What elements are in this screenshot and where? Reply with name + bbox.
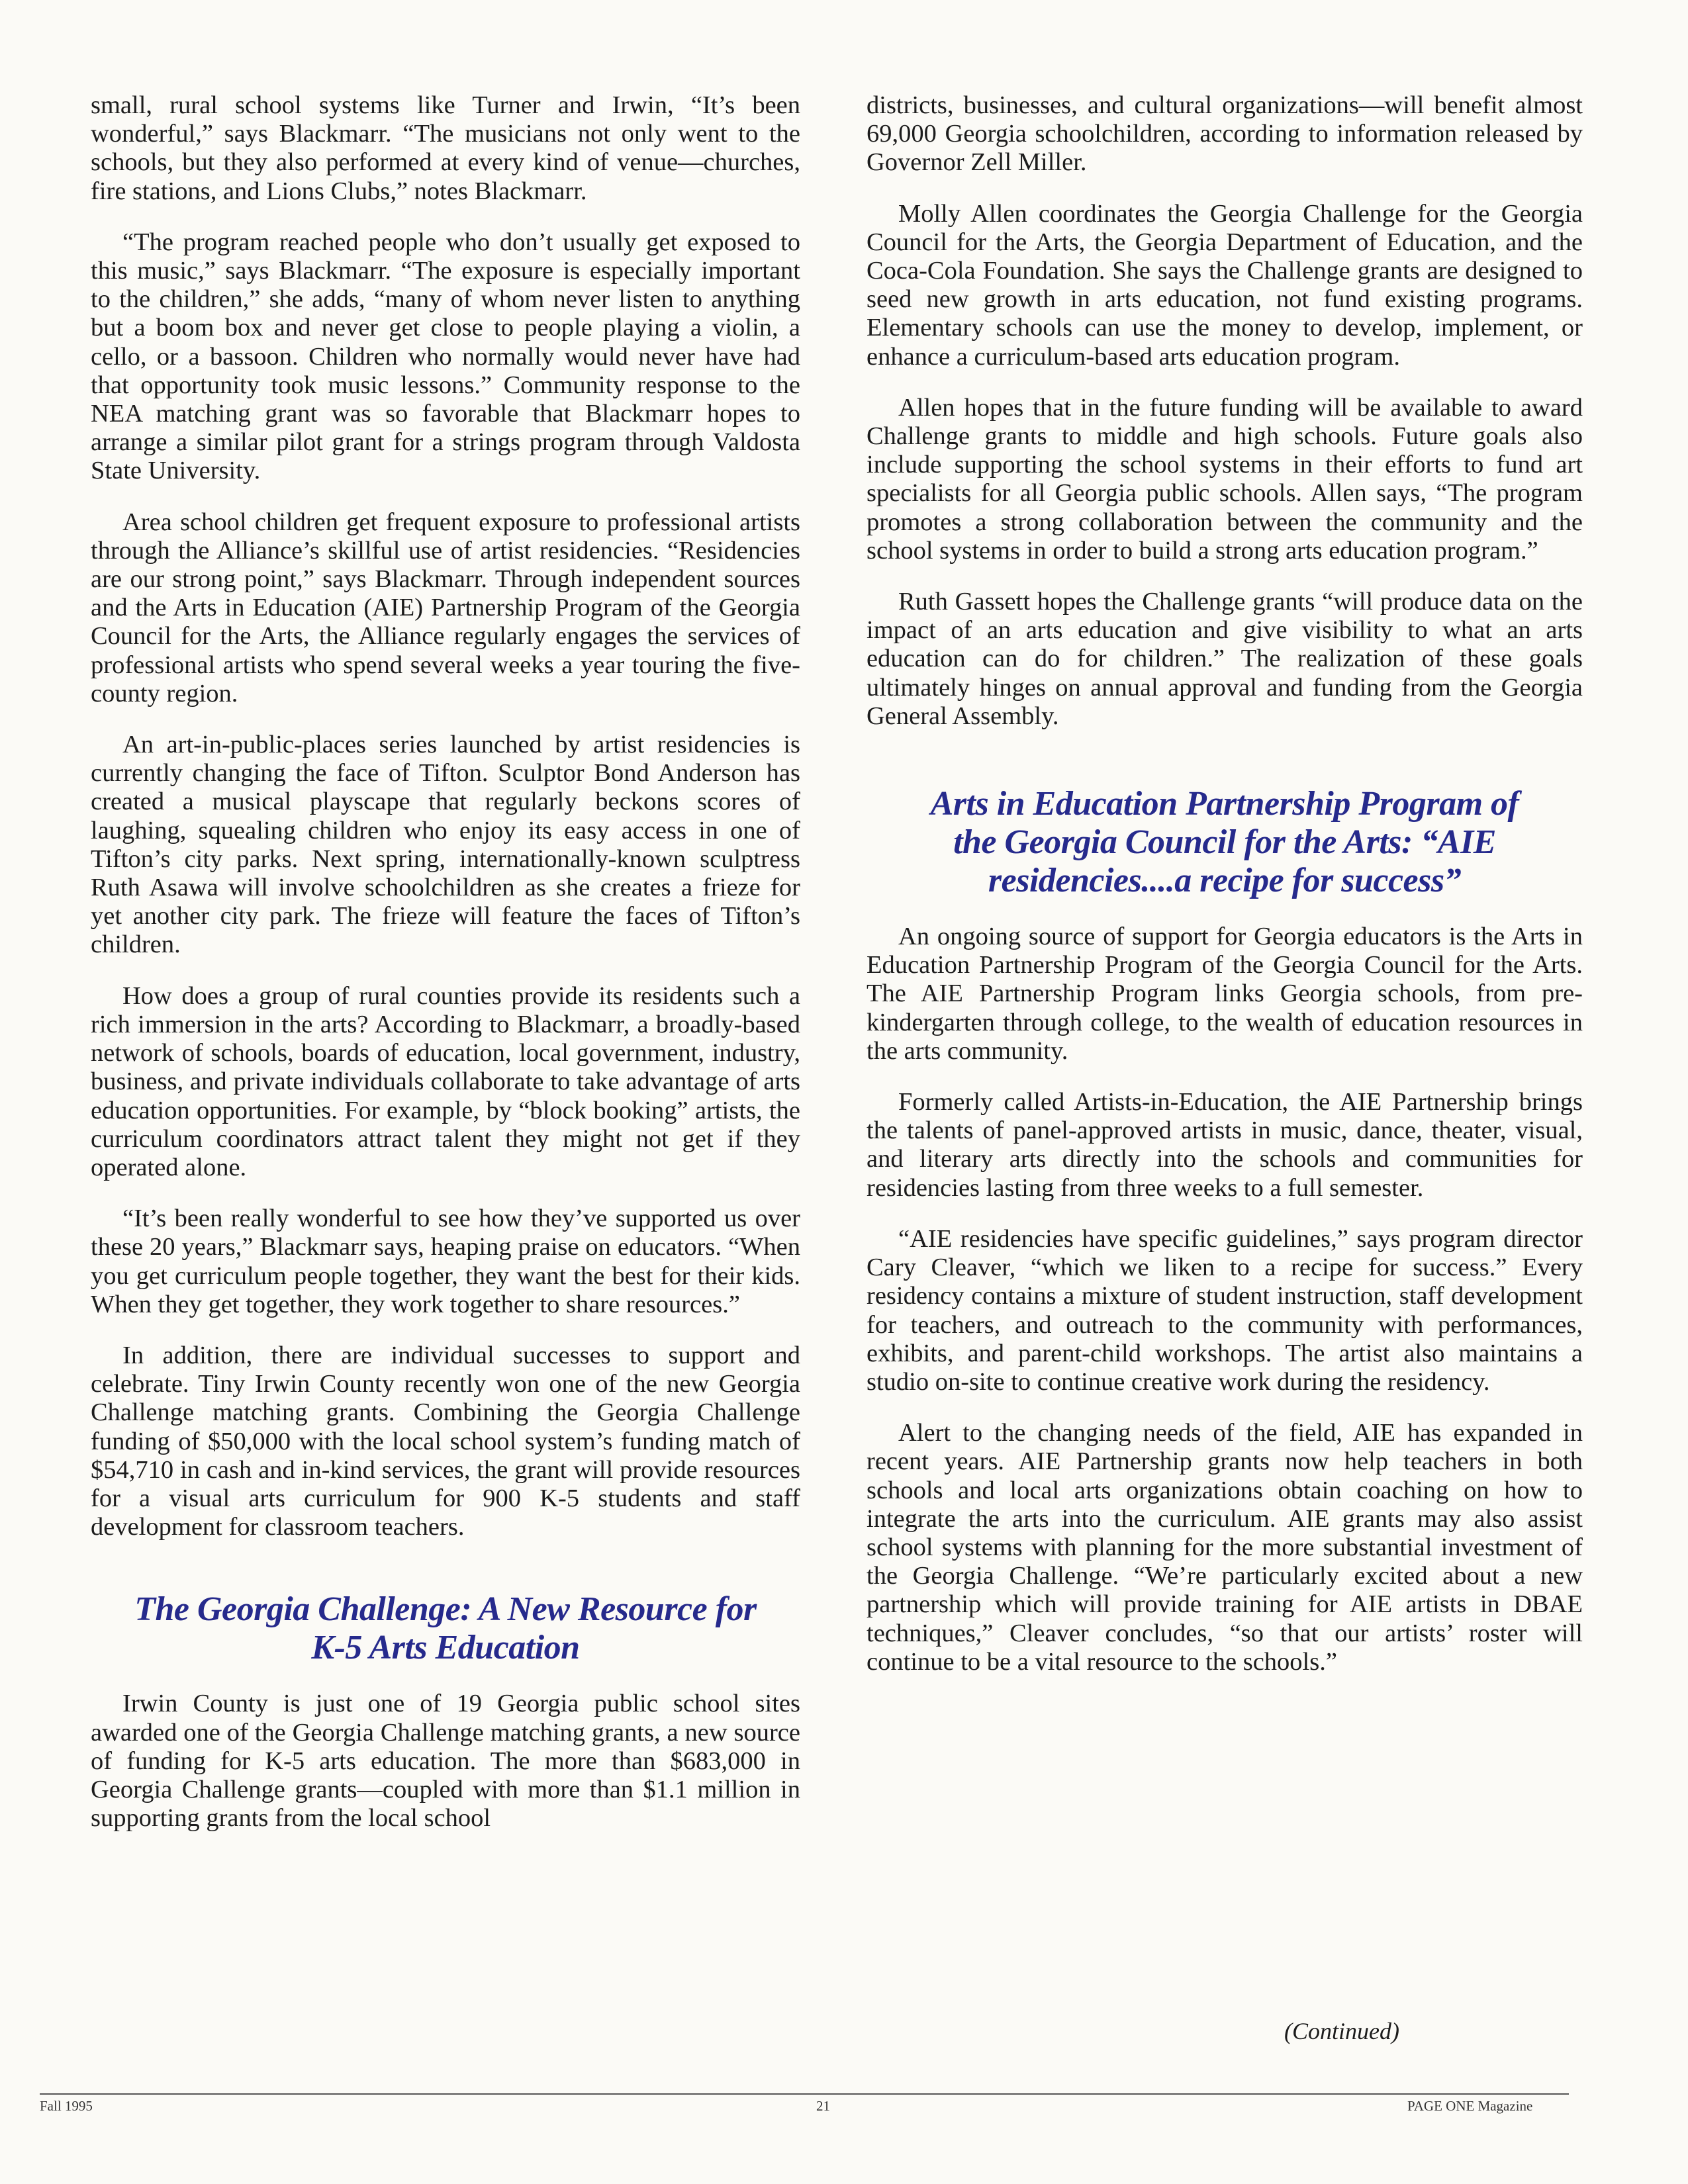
footer-page-number: 21 — [816, 2098, 830, 2114]
article-paragraph: “AIE residencies have specific guidelines,” says program director Cary Cleaver, “which we liken to a recipe for success.” Every residency contains a mixture of student instruction, staff development for teachers, and outreach to the community with performances, exhibits, and parent-child workshops. The artist also maintains a studio on-site to continue creative work during the residency. — [867, 1224, 1583, 1396]
article-paragraph: “The program reached people who don’t usually get exposed to this music,” says Blackmarr. “The exposure is especially important to the children,” she adds, “many of whom never listen to anything but a boom box and never get close to people playing a violin, a cello, or a bassoon. Children who normally would never have had that opportunity took music lessons.” Community response to the NEA matching grant was so favorable that Blackmarr hopes to arrange a similar pilot grant for a strings program through Valdosta State University. — [91, 228, 800, 485]
article-paragraph: Area school children get frequent exposure to professional artists through the Alliance’s skillful use of artist residencies. “Residencies are our strong point,” says Blackmarr. Through independent sources and the Arts in Education (AIE) Partnership Program of the Georgia Council for the Arts, the Alliance regularly engages the services of professional artists who spend several weeks a year touring the five-county region. — [91, 508, 800, 707]
article-paragraph: small, rural school systems like Turner and Irwin, “It’s been wonderful,” says Blackmarr. “The musicians not only went to the schools, but they also performed at every kind of venue—churches, fire stations, and Lions Clubs,” notes Blackmarr. — [91, 91, 800, 205]
footer-publication: PAGE ONE Magazine — [1407, 2098, 1533, 2114]
article-paragraph: Molly Allen coordinates the Georgia Challenge for the Georgia Council for the Arts, the Georgia Department of Education, and the Coca-Cola Foundation. She says the Challenge grants are designed to seed new growth in arts education, not fund existing programs. Elementary schools can use the money to develop, implement, or enhance a curriculum-based arts education program. — [867, 199, 1583, 371]
heading-line: The Georgia Challenge: A New Resource for — [134, 1590, 757, 1629]
right-column — [867, 91, 1583, 1699]
article-paragraph: In addition, there are individual successes to support and celebrate. Tiny Irwin County recently won one of the new Georgia Challenge matching grants. Combining the Georgia Challenge funding of $50,000 with the local school system’s funding match of $54,710 in cash and in-kind services, the grant will provide resources for a visual arts curriculum for 900 K-5 students and staff development for classroom teachers. — [91, 1341, 800, 1541]
article-paragraph: Ruth Gassett hopes the Challenge grants “will produce data on the impact of an arts education and give visibility to what an arts education can do for children.” The realization of these goals ultimately hinges on annual approval and funding from the Georgia General Assembly. — [867, 588, 1583, 730]
continued-label: (Continued) — [1284, 2018, 1399, 2044]
article-paragraph: districts, businesses, and cultural organizations—will benefit almost 69,000 Georgia schoolchildren, according to information released by Governor Zell Miller. — [867, 91, 1583, 177]
left-column — [91, 91, 800, 1855]
heading-line: the Georgia Council for the Arts: “AIE — [953, 823, 1496, 862]
heading-line: K-5 Arts Education — [311, 1629, 580, 1667]
heading-line: Arts in Education Partnership Program of — [930, 785, 1519, 823]
article-paragraph: An ongoing source of support for Georgia educators is the Arts in Education Partnership Program of the Georgia Council for the Arts. The AIE Partnership Program links Georgia schools, from pre-kindergarten through college, to the wealth of education resources in the arts community. — [867, 923, 1583, 1065]
article-paragraph: Irwin County is just one of 19 Georgia public school sites awarded one of the Georgia Challenge matching grants, a new source of funding for K-5 arts education. The more than $683,000 in Georgia Challenge grants—coupled with more than $1.1 million in supporting grants from the local school — [91, 1690, 800, 1833]
article-paragraph: Allen hopes that in the future funding will be available to award Challenge grants to middle and high schools. Future goals also include supporting the school systems in their efforts to fund art specialists for all Georgia public schools. Allen says, “The program promotes a strong collaboration between the community and the school systems in order to build a strong arts education program.” — [867, 393, 1583, 565]
article-paragraph: “It’s been really wonderful to see how they’ve supported us over these 20 years,” Blackmarr says, heaping praise on educators. “When you get curriculum people together, they want the best for their kids. When they get together, they work together to share resources.” — [91, 1205, 800, 1318]
article-paragraph: How does a group of rural counties provide its residents such a rich immersion in the arts? According to Blackmarr, a broadly-based network of schools, boards of education, local government, industry, business, and private individuals collaborate to take advantage of arts education opportunities. For example, by “block booking” artists, the curriculum coordinators attract talent they might not get if they operated alone. — [91, 981, 800, 1181]
article-paragraph: Alert to the changing needs of the field, AIE has expanded in recent years. AIE Partnership grants now help teachers in both schools and local arts organizations obtain coaching on how to integrate the arts into the curriculum. AIE grants may also assist school systems with planning for the more substantial investment of the Georgia Challenge. “We’re particularly excited about a new partnership which will provide training for AIE artists in DBAE techniques,” Cleaver concludes, “so that our artists’ roster will continue to be a vital resource to the schools.” — [867, 1419, 1583, 1676]
section-heading-georgia-challenge — [91, 1590, 800, 1667]
article-paragraph: An art-in-public-places series launched by artist residencies is currently changing the face of Tifton. Sculptor Bond Anderson has created a musical playscape that regularly beckons scores of laughing, squealing children who enjoy its easy access in one of Tifton’s city parks. Next spring, internationally-known sculptress Ruth Asawa will involve schoolchildren as she creates a frieze for yet another city park. The frieze will feature the faces of Tifton’s children. — [91, 731, 800, 959]
footer-issue: Fall 1995 — [40, 2098, 93, 2114]
article-paragraph: Formerly called Artists-in-Education, the AIE Partnership brings the talents of panel-approved artists in music, dance, theater, visual, and literary arts directly into the schools and communities for residencies lasting from three weeks to a full semester. — [867, 1088, 1583, 1202]
footer-divider — [40, 2093, 1569, 2095]
section-heading-aie-partnership — [867, 785, 1583, 900]
heading-line: residencies....a recipe for success” — [988, 862, 1462, 900]
